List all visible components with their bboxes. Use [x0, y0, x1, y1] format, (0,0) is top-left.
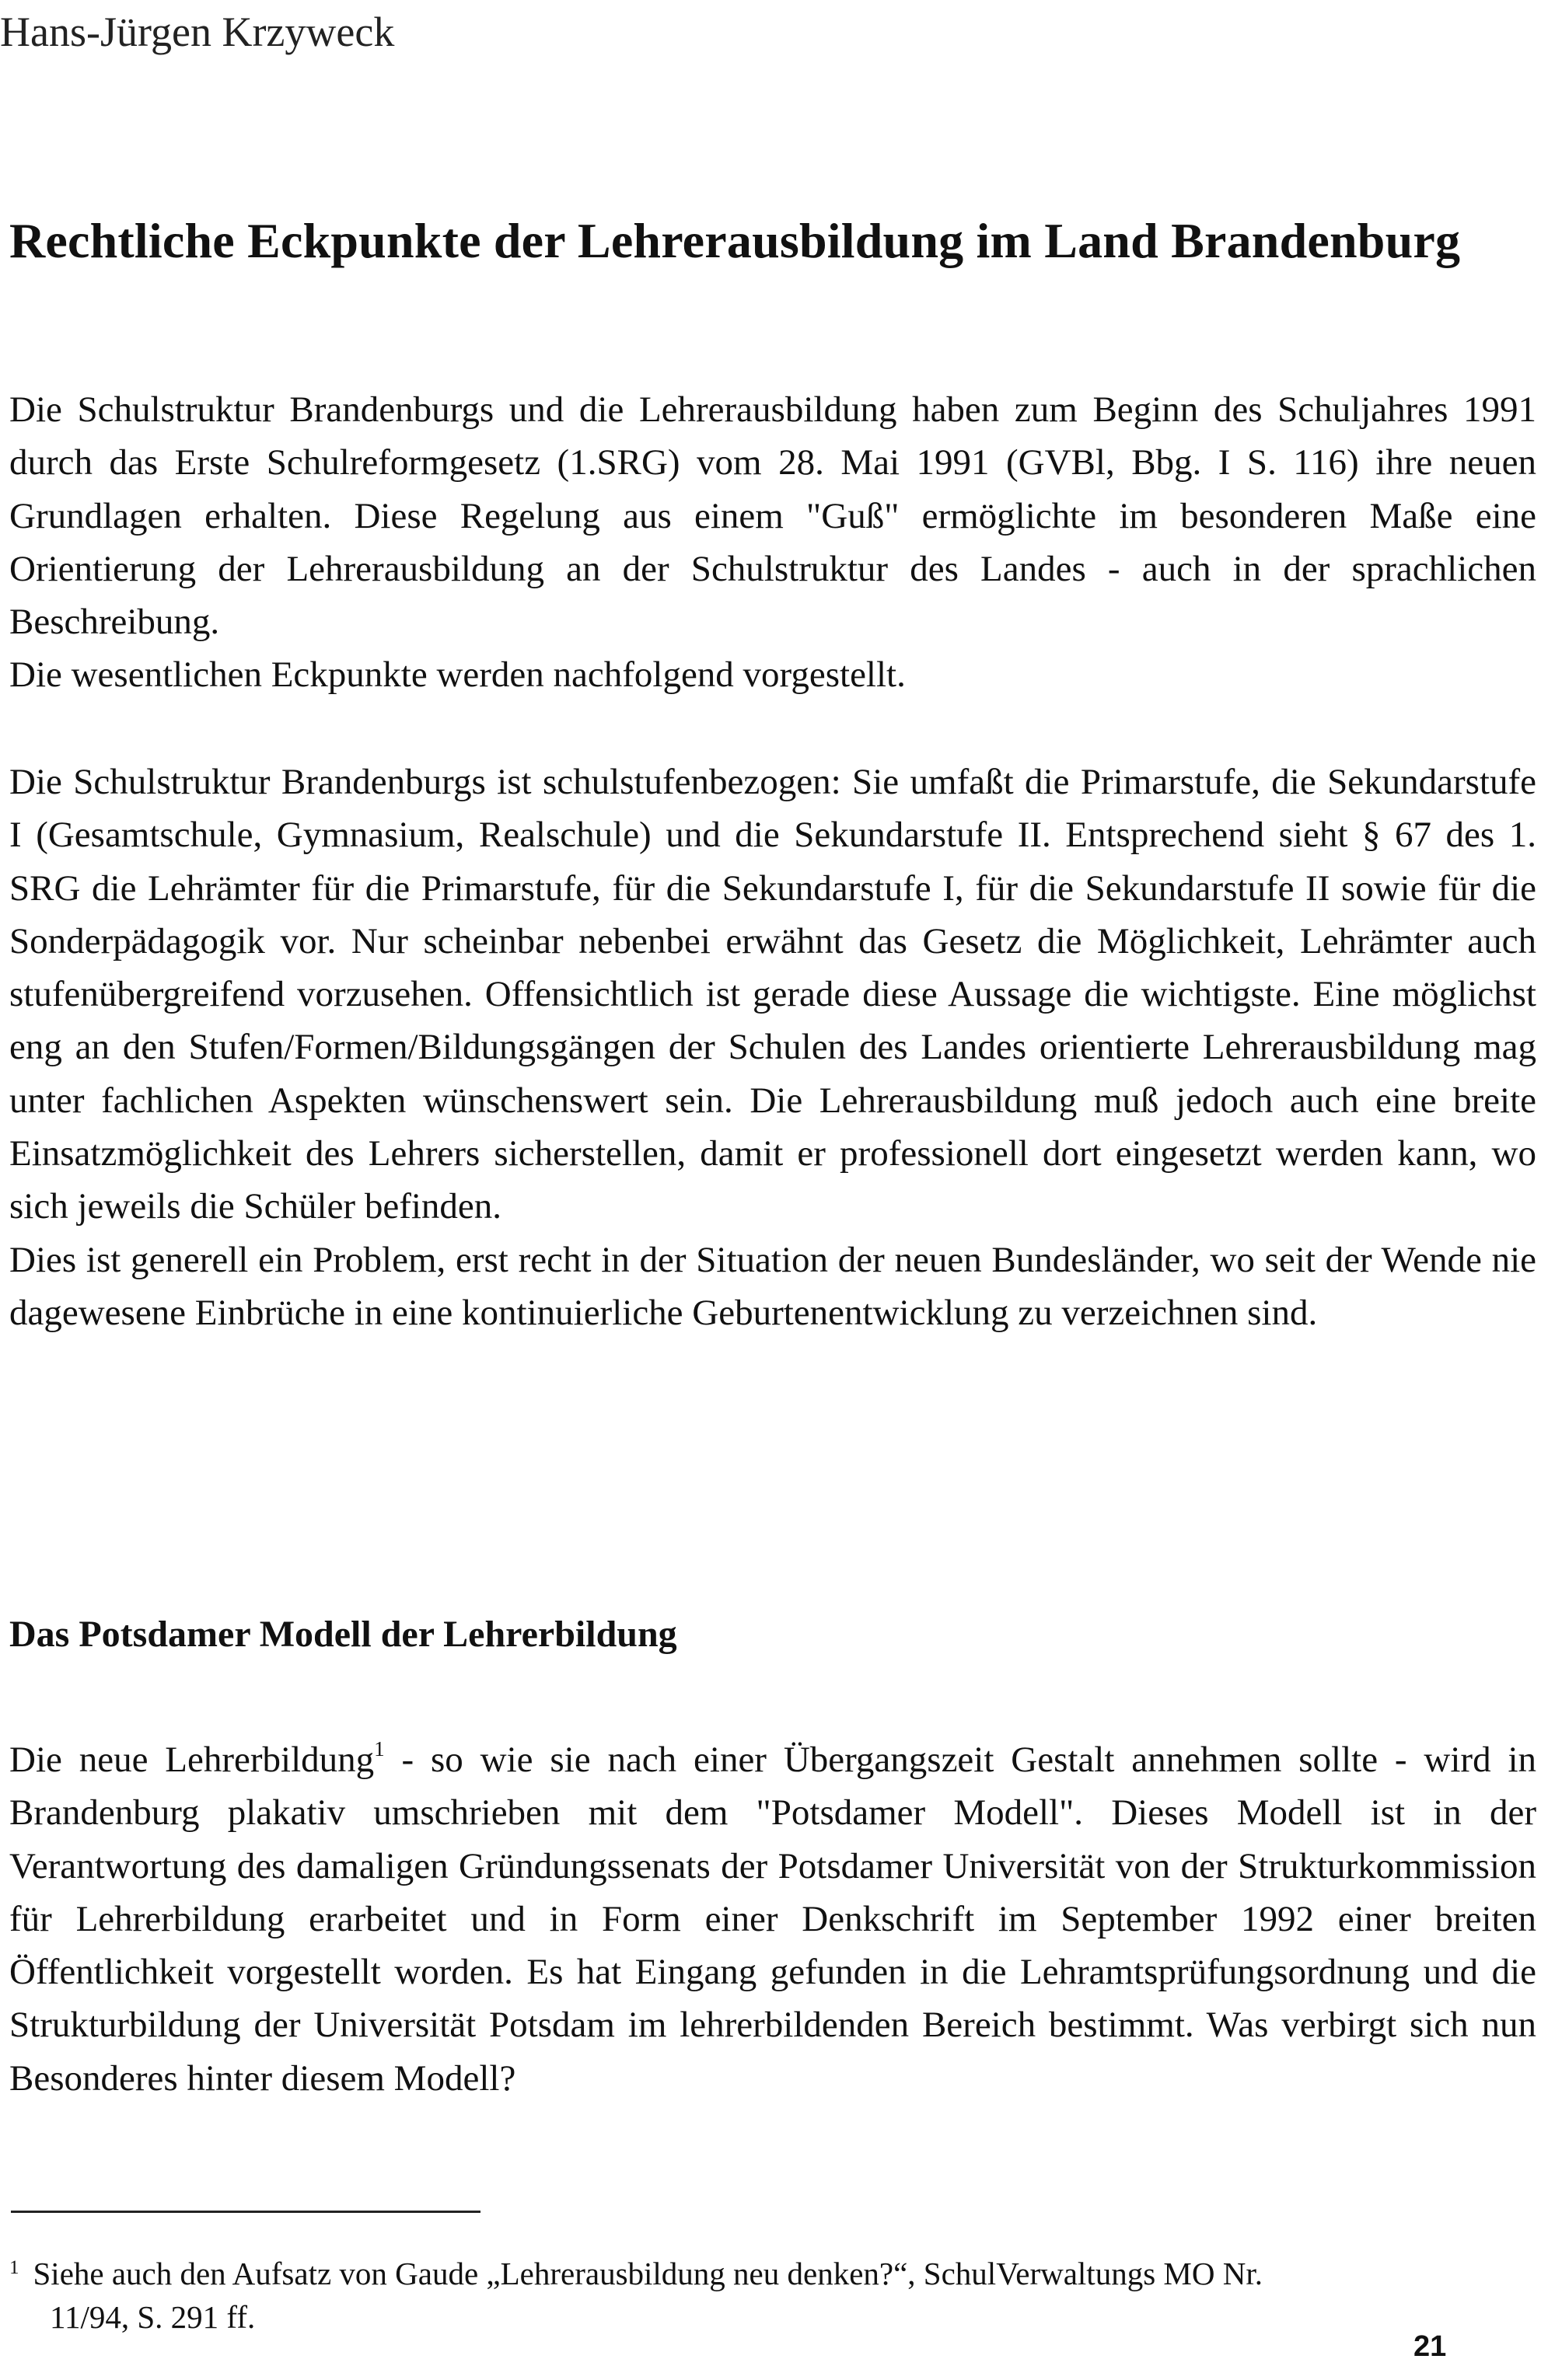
paragraph-2: Die wesentlichen Eckpunkte werden nachfolgend vorgestellt.	[9, 654, 906, 696]
footnote-text-1: Siehe auch den Aufsatz von Gaude „Lehrerausbildung neu denken?“, SchulVerwaltungs MO Nr.	[33, 2256, 1263, 2291]
footnote-number: 1	[9, 2257, 19, 2278]
structure-block	[9, 756, 1536, 1339]
paragraph-3: Die Schulstruktur Brandenburgs ist schulstufenbezogen: Sie umfaßt die Primarstufe, die Sekundarstufe I (Gesamtschule, Gymnasium, Realschule) und die Sekundarstufe II. Entsprechend sieht § 67 des 1. SRG die Lehrämter für die Primarstufe, für die Sekundarstufe I, für die Sekundarstufe II sowie für die Sonderpädagogik vor. Nur scheinbar nebenbei erwähnt das Gesetz die Möglichkeit, Lehrämter auch stufenübergreifend vorzusehen. Offensichtlich ist gerade diese Aussage die wichtigste. Eine möglichst eng an den Stufen/Formen/Bildungsgängen der Schulen des Landes orientierte Lehrerausbildung mag unter fachlichen Aspekten wünschenswert sein. Die Lehrerausbildung muß jedoch auch eine breite Einsatzmöglichkeit des Lehrers sicherstellen, damit er professionell dort eingesetzt werden kann, wo sich jeweils die Schüler befinden.	[9, 762, 1536, 1227]
page-number: 21	[1413, 2330, 1447, 2363]
intro-block	[9, 383, 1536, 702]
paragraph-4: Dies ist generell ein Problem, erst recht in der Situation der neuen Bundesländer, wo seit der Wende nie dagewesene Einbrüche in eine kontinuierliche Geburtenentwicklung zu verzeichnen sind.	[9, 1239, 1536, 1333]
paragraph-5-start: Die neue Lehrerbildung	[9, 1740, 375, 1780]
footnote-line-1	[9, 2246, 1533, 2295]
paragraph-1: Die Schulstruktur Brandenburgs und die Lehrerausbildung haben zum Beginn des Schuljahres 1991 durch das Erste Schulreformgesetz (1.SRG) vom 28. Mai 1991 (GVBl, Bbg. I S. 116) ihre neuen Grundlagen erhalten. Diese Regelung aus einem "Guß" ermöglichte im besonderen Maße eine Orientierung der Lehrerausbildung an der Schulstruktur des Landes - auch in der sprachlichen Beschreibung.	[9, 389, 1536, 643]
footnote	[9, 2246, 1533, 2339]
footnote-reference[interactable]: 1	[374, 1737, 385, 1761]
page-title: Rechtliche Eckpunkte der Lehrerausbildung im Land Brandenburg	[9, 213, 1461, 268]
running-header-author: Hans-Jürgen Krzyweck	[0, 9, 395, 55]
paragraph-5	[9, 1722, 1536, 2105]
section-block	[9, 1722, 1536, 2105]
footnote-divider	[11, 2211, 480, 2213]
footnote-line-2: 11/94, S. 291 ff.	[50, 2299, 256, 2335]
section-heading: Das Potsdamer Modell der Lehrerbildung	[9, 1614, 677, 1655]
paragraph-5-rest: - so wie sie nach einer Übergangszeit Gestalt annehmen sollte - wird in Brandenburg plakativ umschrieben mit dem "Potsdamer Modell". Dieses Modell ist in der Verantwortung des damaligen Gründungssenats der Potsdamer Universität von der Strukturkommission für Lehrerbildung erarbeitet und in Form einer Denkschrift im September 1992 einer breiten Öffentlichkeit vorgestellt worden. Es hat Eingang gefunden in die Lehramtsprüfungsordnung und die Strukturbildung der Universität Potsdam im lehrerbildenden Bereich bestimmt. Was verbirgt sich nun Besonderes hinter diesem Modell?	[9, 1740, 1537, 2099]
